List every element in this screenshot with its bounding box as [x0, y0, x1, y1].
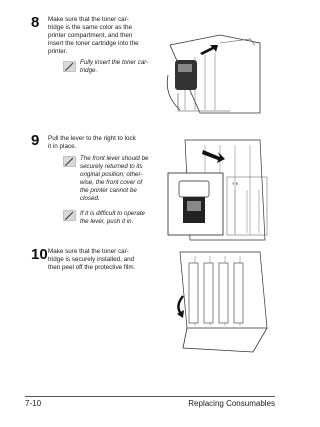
- note-text: Fully insert the toner car- tridge.: [80, 59, 149, 74]
- step-instruction: Make sure that the toner car- tridge is securely installed, and then peel off the protective film.: [48, 248, 136, 272]
- step-number: 8: [31, 14, 40, 31]
- pencil-note-icon: [63, 208, 76, 219]
- section-title: Replacing Consumables: [188, 399, 275, 408]
- page-number: 7-10: [25, 399, 42, 408]
- step-number: 9: [31, 132, 40, 149]
- pencil-note-icon: [63, 59, 76, 70]
- pencil-note-icon: [63, 154, 76, 165]
- footer-divider: [25, 396, 275, 397]
- peel-film-illustration: [165, 248, 273, 356]
- step-instruction: Make sure that the toner car- tridge is the same color as the printer compartment, and then insert the toner cartridge into the printer.: [48, 16, 139, 56]
- step-number: 10: [31, 246, 48, 263]
- toner-insertion-illustration: [160, 15, 270, 115]
- note-text: If it is difficult to operate the lever, push it in.: [80, 210, 145, 225]
- step-instruction: Pull the lever to the right to lock it in place.: [48, 135, 136, 151]
- lock-lever-illustration: [165, 135, 273, 243]
- svg-text:Y K: Y K: [232, 181, 239, 186]
- note-text: The front lever should be securely returned to its original position; other- wise, the front cover of the printer cannot be closed.: [80, 155, 149, 202]
